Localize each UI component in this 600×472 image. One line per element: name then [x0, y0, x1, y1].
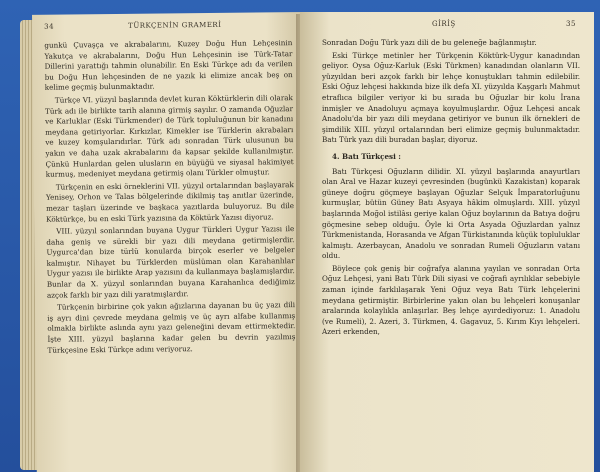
left-paragraph-2: Türkçe VI. yüzyıl başlarında devlet kuran Köktürklerin dili olarak Türk adı ile birlikte tarih alanına girmiş sayılır. O zamanda Oğuzlar ve Karluklar (Eski Türkmender) de Türk topluluğunun bir kanadını meydana getiriyorlar. Kırkızlar, Kimekler ise Türklerin akrabaları ve kuzey komşularıdırlar. Türk adı sonradan Türk ulusunun bu yakın ve daha uzak akrabalarını da kapsar şekilde kullanılmıştır. Çünkü Hunlardan gelen ulusların en büyüğü ve siyasal hakimiyet kurmuş, medeniyet meydana getirmiş olanı Türkler olmuştur.: [44, 93, 294, 179]
right-running-head: GİRİŞ: [432, 20, 456, 28]
right-paragraph-4: Böylece çok geniş bir coğrafya alanına yayılan ve sonradan Orta Oğuz Lehçesi, yani Batı Türk Dili siyasi ve coğrafi ayrılıklar sebebiyle zaman içinde farklılaşarak Yeni Oğuz veya Batı Türk lehçelerini meydana getirmiştir. Birbirlerine yakın olan bu lehçeleri konuşanlar aralarında kolaylıkla anlaşırlar. Beş lehçe ayırdediyoruz: 1. Anadolu (ve Rumeli), 2. Azeri, 3. Türkmen, 4. Gagavuz, 5. Kırım Kıyı lehçeleri. Azeri erkenden,: [322, 263, 580, 337]
right-page: [300, 12, 594, 472]
left-paragraph-1: gunkü Çuvaşça ve akrabalarını, Kuzey Doğu Hun Lehçesinin Yakutça ve akrabalarını, Doğu Hun Lehçesinin ise Türk-Tatar Dillerini yarattığı tahmin olunabilir. En Eski Türkçe adı da verilen bu Doğu Hun lehçesinden de ne yazık ki elimize ancak beş on kelime geçmiş bulunmaktadır.: [44, 38, 293, 93]
left-running-head: TÜRKÇENİN GRAMERİ: [128, 20, 222, 30]
right-page-body: [322, 38, 580, 338]
left-page-number: 34: [44, 22, 55, 31]
right-page-number: 35: [566, 20, 576, 28]
section-heading: 4. Batı Türkçesi :: [332, 151, 401, 161]
right-paragraph-2: Eski Türkçe metinler her Türkçenin Köktürk-Uygur kanadından geliyor. Oysa Oğuz-Karluk (Eski Türkmen) kanadından olanların VII. yüzyıldan beri azçok farklı bir lehçe konuştukları tahmin edilebilir. Eski Oğuz lehçesi hakkında bize ilk defa XI. yüzyılda Kaşgarlı Mahmut etraflıca bilgiler veriyor ki bu sırada bu Oğuzlar bir kolu İrana inmişler ve Anadoluyu açmaya koyulmuşlardır. Oğuz Lehçesi ancak Anadolu'da bir yazı dili meydana getiriyor ve bunun ilk örnekleri de şimdilik XIII. yüzyıl ortalarından beri elimize geçmiş bulunmaktadır. Batı Türk yazı dili buradan başlar, diyoruz.: [322, 50, 580, 145]
open-book: [10, 6, 596, 472]
right-paragraph-3: Batı Türkçesi Oğuzların dilidir. XI. yüzyıl başlarında anayurtları olan Aral ve Hazar kuzeyi çevresinden (bugünkü Kazakistan) koparak güneye doğru göçmeye başlayan Oğuzlar Selçuk İmparatorluğunu kurmuşlar, bütün Güney Batı Asyaya hâkim olmuşlardı. XIII. yüzyıl başlarında Moğol istilâsı geriye kalan Oğuz boylarının da Batıya doğru göçmesine sebep olduğu. Öyle ki Orta Asyada Oğuzlardan yalnız Türkmenistanda, Horasanda ve Afgan Türkistanında küçük topluluklar kalmıştı. Azerbaycan, Anadolu ve sonradan Rumeli Oğuzların vatanı oldu.: [322, 166, 580, 261]
left-paragraph-3: Türkçenin en eski örneklerini VII. yüzyıl ortalarından başlayarak Yenisey, Orhon ve Talas bölgelerinde dikilmiş taş anıtlar üzerinde, mezar taşları üzerinde ve başkaca yazıtlarda buluyoruz. Bu dile Köktürkçe, bu en eski Türk yazısına da Köktürk Yazısı diyoruz.: [45, 179, 295, 224]
left-paragraph-5: Türkçenin birbirine çok yakın ağızlarına dayanan bu üç yazı dili iş ayrı dini çevrede meydana gelmiş ve üç ayrı alfabe kullanmış olmakla birlikte aslında aynı yazı geleneğini devam ettirmektedir. İşte XIII. yüzyıl başlarına kadar gelen bu devrin yazılmış Türkçesine Eski Türkçe adını veriyoruz.: [47, 300, 296, 355]
left-page-body: [44, 38, 295, 356]
right-paragraph-1: Sonradan Doğu Türk yazı dili de bu geleneğe bağlanmıştır.: [322, 38, 537, 47]
left-paragraph-4: VIII. yüzyıl sonlarından buyana Uygur Türkleri Uygur Yazısı ile daha geniş ve sürekli bir yazı dili meydana getirmişlerdir. Uygurca'dan bize türlü konularda birçok eserler ve belgeler kalmıştır. Nihayet bu Türklerden müslüman olan Karahanlılar Uygur yazısı ile birlikte Arap yazısını da kullanmaya başlamışlardır. Bunlar da X. yüzyıl sonlarından buyana Karahanlıca dediğimiz azçok farklı bir yazı dili yaratmışlardır.: [46, 224, 295, 300]
left-page: [32, 12, 309, 472]
